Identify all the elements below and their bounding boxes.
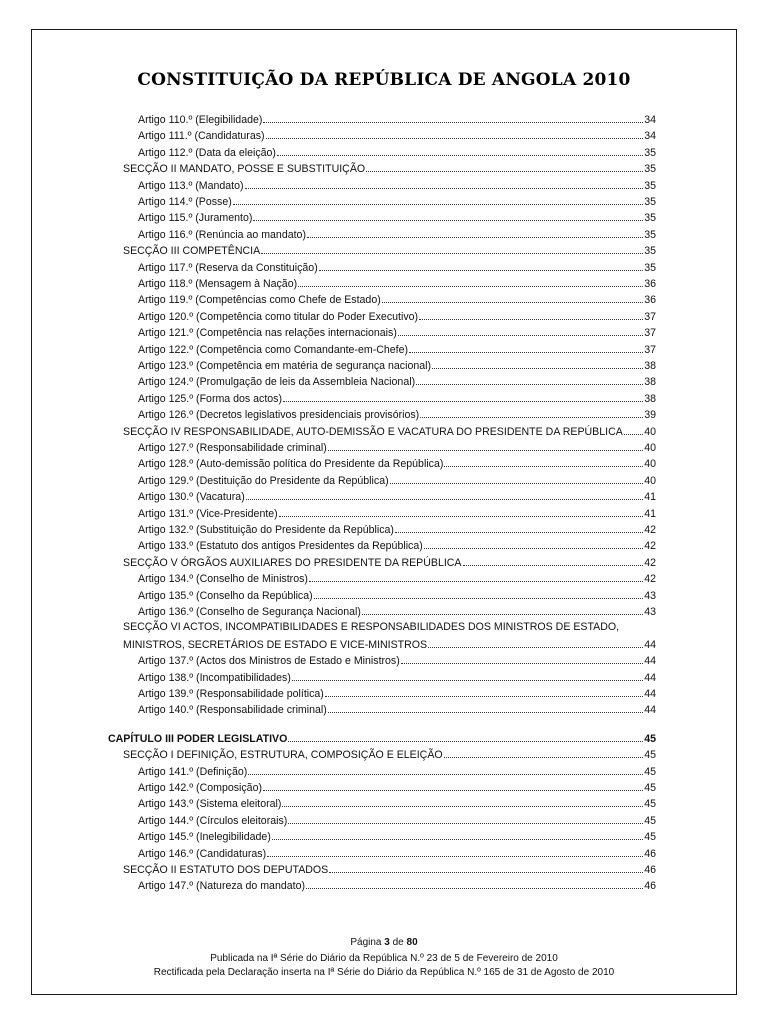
toc-entry-label: Artigo 143.º (Sistema eleitoral) [138, 798, 282, 811]
toc-entry-page-number: 44 [644, 655, 656, 668]
toc-entry-label: Artigo 120.º (Competência como titular do Poder Executivo) [138, 310, 419, 323]
toc-entry-label: Artigo 112.º (Data da eleição) [138, 146, 276, 159]
toc-entry-label: Artigo 145.º (Inelegibilidade) [138, 831, 271, 844]
toc-entry-label: MINISTROS, SECRETÁRIOS DE ESTADO E VICE-MINISTROS [123, 638, 428, 651]
toc-entry-label: Artigo 134.º (Conselho de Ministros) [138, 573, 308, 586]
toc-entry-page-number: 44 [644, 638, 656, 651]
toc-entry-artigo[interactable] [138, 291, 656, 307]
dot-leader [282, 795, 643, 807]
toc-entry-label: Artigo 138.º (Incompatibilidades) [138, 671, 291, 684]
document-title: CONSTITUIÇÃO DA REPÚBLICA DE ANGOLA 2010 [137, 70, 631, 90]
toc-entry-artigo[interactable] [138, 669, 656, 685]
toc-entry-artigo[interactable] [138, 795, 656, 811]
toc-entry-label: CAPÍTULO III PODER LEGISLATIVO [108, 732, 288, 745]
dot-leader [272, 828, 643, 840]
toc-entry-page-number: 45 [644, 782, 656, 794]
toc-entry-page-number: 45 [644, 765, 656, 778]
toc-entry-label: Artigo 121.º (Competência nas relações internacionais) [138, 327, 397, 340]
dot-leader [424, 537, 643, 549]
toc-entry-artigo[interactable] [138, 144, 656, 160]
dot-leader [416, 373, 643, 385]
toc-entry-capitulo[interactable] [108, 730, 656, 746]
toc-entry-label: Artigo 137.º (Actos dos Ministros de Estado e Ministros) [138, 655, 400, 668]
publication-note: Publicada na Iª Série do Diário da República N.º 23 de 5 de Fevereiro de 2010 [210, 953, 558, 964]
toc-entry-label: Artigo 147.º (Natureza do mandato) [138, 880, 305, 893]
toc-entry-page-number: 40 [644, 425, 656, 438]
toc-entry-artigo[interactable] [138, 587, 656, 603]
dot-leader [283, 390, 643, 402]
toc-entry-artigo[interactable] [138, 521, 656, 537]
toc-entry-page-number: 42 [644, 524, 656, 536]
toc-entry-artigo[interactable] [138, 439, 656, 455]
toc-entry-label: Artigo 133.º (Estatuto dos antigos Presidentes da República) [138, 540, 423, 553]
toc-entry-page-number: 39 [644, 409, 656, 422]
toc-entry-label: SECÇÃO III COMPETÊNCIA [123, 245, 261, 258]
page-number [0, 937, 768, 948]
toc-entry-label: Artigo 132.º (Substituição do Presidente da República) [138, 524, 394, 536]
dot-leader [382, 291, 643, 303]
toc-entry-label: Artigo 124.º (Promulgação de leis da Assembleia Nacional) [138, 376, 416, 389]
toc-entry-page-number: 46 [644, 864, 656, 876]
toc-entry-seccao[interactable] [123, 636, 656, 652]
toc-entry-label: Artigo 144.º (Círculos eleitorais) [138, 814, 288, 827]
dot-leader [420, 406, 643, 418]
toc-entry-artigo[interactable] [138, 259, 656, 275]
toc-entry-label: Artigo 113.º (Mandato) [138, 179, 244, 192]
toc-entry-label: Artigo 140.º (Responsabilidade criminal) [138, 704, 327, 717]
toc-entry-page-number: 35 [644, 179, 656, 192]
dot-leader [444, 746, 644, 758]
toc-entry-seccao[interactable] [123, 554, 656, 570]
dot-leader [401, 652, 643, 664]
dot-leader [288, 730, 643, 742]
dot-leader [329, 861, 643, 873]
dot-leader [307, 226, 643, 238]
toc-entry-seccao[interactable] [123, 160, 656, 176]
dot-leader [390, 472, 644, 484]
toc-entry-artigo[interactable] [138, 177, 656, 193]
toc-entry-label: Artigo 128.º (Auto-demissão política do Presidente da República) [138, 458, 444, 471]
toc-entry-label: Artigo 127.º (Responsabilidade criminal) [138, 442, 327, 454]
toc-entry-page-number: 42 [644, 556, 656, 569]
toc-entry-page-number: 45 [644, 732, 656, 745]
toc-entry-page-number: 42 [644, 573, 656, 586]
toc-entry-artigo[interactable] [138, 828, 656, 844]
toc-entry-artigo[interactable] [138, 127, 656, 143]
toc-entry-label: Artigo 117.º (Reserva da Constituição) [138, 261, 318, 274]
toc-entry-page-number: 46 [644, 847, 656, 860]
toc-entry-page-number: 38 [644, 392, 656, 405]
toc-entry-artigo[interactable] [138, 488, 656, 504]
toc-entry-page-number: 36 [644, 278, 656, 290]
dot-leader [419, 308, 643, 320]
toc-entry-page-number: 38 [644, 376, 656, 389]
toc-entry-page-number: 44 [644, 704, 656, 717]
dot-leader [246, 488, 643, 500]
dot-leader [267, 845, 643, 857]
toc-entry-page-number: 34 [644, 130, 656, 143]
dot-leader [395, 521, 643, 533]
toc-entry-label: Artigo 122.º (Competência como Comandante-em-Chefe) [138, 343, 409, 356]
toc-entry-artigo[interactable] [138, 390, 656, 406]
toc-entry-page-number: 35 [644, 261, 656, 274]
toc-entry-seccao[interactable] [123, 861, 656, 877]
toc-entry-seccao[interactable]: SECÇÃO VI ACTOS, INCOMPATIBILIDADES E RESPONSABILIDADES DOS MINISTROS DE ESTADO, [123, 621, 620, 634]
toc-entry-page-number: 34 [644, 114, 656, 126]
toc-entry-page-number: 45 [644, 798, 656, 811]
toc-entry-page-number: 37 [644, 310, 656, 323]
dot-leader [309, 570, 643, 582]
toc-entry-artigo[interactable] [138, 341, 656, 357]
toc-entry-artigo[interactable] [138, 779, 656, 795]
dot-leader [463, 554, 644, 566]
dot-leader [325, 685, 643, 697]
toc-entry-artigo[interactable] [138, 603, 656, 619]
toc-entry-page-number: 38 [644, 360, 656, 372]
toc-entry-label: Artigo 118.º (Mensagem à Nação) [138, 278, 298, 290]
toc-entry-label: Artigo 142.º (Composição) [138, 782, 262, 794]
toc-entry-artigo[interactable] [138, 193, 656, 209]
dot-leader [398, 324, 643, 336]
toc-entry-artigo[interactable] [138, 373, 656, 389]
dot-leader [233, 193, 643, 205]
toc-entry-label: Artigo 115.º (Juramento) [138, 212, 253, 225]
toc-entry-artigo[interactable] [138, 701, 656, 717]
toc-entry-label: Artigo 114.º (Posse) [138, 196, 232, 208]
dot-leader [328, 701, 643, 713]
toc-entry-artigo[interactable] [138, 877, 656, 893]
toc-entry-label: Artigo 136.º (Conselho de Segurança Nacional) [138, 606, 361, 618]
dot-leader [263, 779, 643, 791]
toc-entry-page-number: 36 [644, 294, 656, 307]
toc-entry-artigo[interactable] [138, 845, 656, 861]
dot-leader [277, 144, 643, 156]
dot-leader [366, 160, 643, 172]
dot-leader [328, 439, 643, 451]
toc-entry-page-number: 35 [644, 163, 656, 176]
toc-entry-page-number: 41 [644, 491, 656, 504]
toc-entry-page-number: 41 [644, 507, 656, 520]
toc-entry-page-number: 40 [644, 442, 656, 454]
dot-leader [263, 111, 643, 123]
dot-leader [261, 242, 643, 254]
dot-leader [409, 341, 643, 353]
toc-entry-page-number: 45 [644, 814, 656, 827]
toc-entry-artigo[interactable] [138, 505, 656, 521]
toc-entry-page-number: 37 [644, 327, 656, 340]
toc-entry-label: Artigo 110.º (Elegibilidade) [138, 114, 263, 126]
dot-leader [362, 603, 643, 615]
toc-entry-artigo[interactable] [138, 685, 656, 701]
toc-entry-page-number: 46 [644, 880, 656, 893]
dot-leader [279, 505, 644, 517]
dot-leader [428, 636, 643, 648]
dot-leader [314, 587, 644, 599]
dot-leader [248, 763, 643, 775]
toc-entry-artigo[interactable] [138, 812, 656, 828]
toc-entry-label: Artigo 125.º (Forma dos actos) [138, 392, 282, 405]
dot-leader [245, 177, 644, 189]
dot-leader [292, 669, 643, 681]
toc-entry-label: Artigo 123.º (Competência em matéria de segurança nacional) [138, 360, 431, 372]
toc-entry-page-number: 35 [644, 228, 656, 241]
toc-entry-artigo[interactable] [138, 275, 656, 291]
dot-leader [319, 259, 643, 271]
toc-entry-artigo[interactable] [138, 537, 656, 553]
toc-entry-artigo[interactable] [138, 406, 656, 422]
toc-entry-page-number: 35 [644, 196, 656, 208]
toc-entry-artigo[interactable] [138, 209, 656, 225]
toc-entry-seccao[interactable] [123, 746, 656, 762]
dot-leader [444, 455, 643, 467]
toc-entry-label: SECÇÃO IV RESPONSABILIDADE, AUTO-DEMISSÃO E VACATURA DO PRESIDENTE DA REPÚBLICA [123, 425, 623, 438]
toc-entry-page-number: 35 [644, 146, 656, 159]
toc-entry-label: Artigo 119.º (Competências como Chefe de Estado) [138, 294, 381, 307]
dot-leader [288, 812, 643, 824]
toc-entry-seccao[interactable] [123, 423, 656, 439]
toc-entry-page-number: 35 [644, 212, 656, 225]
toc-entry-page-number: 42 [644, 540, 656, 553]
dot-leader [253, 209, 643, 221]
rectification-note: Rectificada pela Declaração inserta na Iª Série do Diário da República N.º 165 de 31 de Agosto de 2010 [153, 967, 615, 978]
toc-entry-artigo[interactable] [138, 652, 656, 668]
page-current: 3 [384, 937, 390, 948]
toc-entry-artigo[interactable] [138, 308, 656, 324]
toc-entry-label: Artigo 135.º (Conselho da República) [138, 589, 313, 602]
toc-entry-label: Artigo 129.º (Destituição do Presidente da República) [138, 474, 389, 487]
toc-entry-label: Artigo 139.º (Responsabilidade política) [138, 688, 324, 700]
dot-leader [624, 423, 643, 435]
toc-entry-label: Artigo 126.º (Decretos legislativos presidenciais provisórios) [138, 409, 420, 422]
toc-entry-label: Artigo 141.º (Definição) [138, 765, 248, 778]
toc-entry-artigo[interactable] [138, 357, 656, 373]
toc-entry-page-number: 40 [644, 474, 656, 487]
toc-entry-page-number: 40 [644, 458, 656, 471]
page-prefix: Página [350, 937, 382, 948]
toc-entry-page-number: 45 [644, 831, 656, 844]
toc-entry-artigo[interactable] [138, 324, 656, 340]
toc-entry-seccao[interactable] [123, 242, 656, 258]
page-of: de [392, 937, 404, 948]
toc-entry-label: Artigo 146.º (Candidaturas) [138, 847, 267, 860]
toc-entry-page-number: 44 [644, 688, 656, 700]
toc-entry-label: Artigo 116.º (Renúncia ao mandato) [138, 228, 306, 241]
toc-entry-page-number: 35 [644, 245, 656, 258]
dot-leader [298, 275, 643, 287]
toc-entry-artigo[interactable] [138, 111, 656, 127]
toc-entry-artigo[interactable] [138, 472, 656, 488]
toc-entry-page-number: 44 [644, 671, 656, 684]
toc-entry-artigo[interactable] [138, 763, 656, 779]
toc-entry-label: Artigo 130.º (Vacatura) [138, 491, 245, 504]
page-total: 80 [406, 937, 418, 948]
toc-entry-artigo[interactable] [138, 455, 656, 471]
toc-entry-page-number: 45 [644, 749, 656, 762]
toc-entry-label: SECÇÃO II MANDATO, POSSE E SUBSTITUIÇÃO [123, 163, 366, 176]
toc-entry-artigo[interactable] [138, 570, 656, 586]
toc-entry-label: SECÇÃO I DEFINIÇÃO, ESTRUTURA, COMPOSIÇÃO E ELEIÇÃO [123, 749, 443, 762]
toc-entry-page-number: 43 [644, 606, 656, 618]
toc-entry-label: Artigo 111.º (Candidaturas) [138, 130, 265, 143]
dot-leader [306, 877, 643, 889]
toc-entry-artigo[interactable] [138, 226, 656, 242]
toc-entry-page-number: 37 [644, 343, 656, 356]
toc-entry-label: SECÇÃO V ÓRGÃOS AUXILIARES DO PRESIDENTE DA REPÚBLICA [123, 556, 462, 569]
toc-entry-label: Artigo 131.º (Vice-Presidente) [138, 507, 278, 520]
toc-entry-page-number: 43 [644, 589, 656, 602]
dot-leader [432, 357, 643, 369]
toc-entry-label: SECÇÃO II ESTATUTO DOS DEPUTADOS [123, 864, 329, 876]
dot-leader [266, 127, 644, 139]
